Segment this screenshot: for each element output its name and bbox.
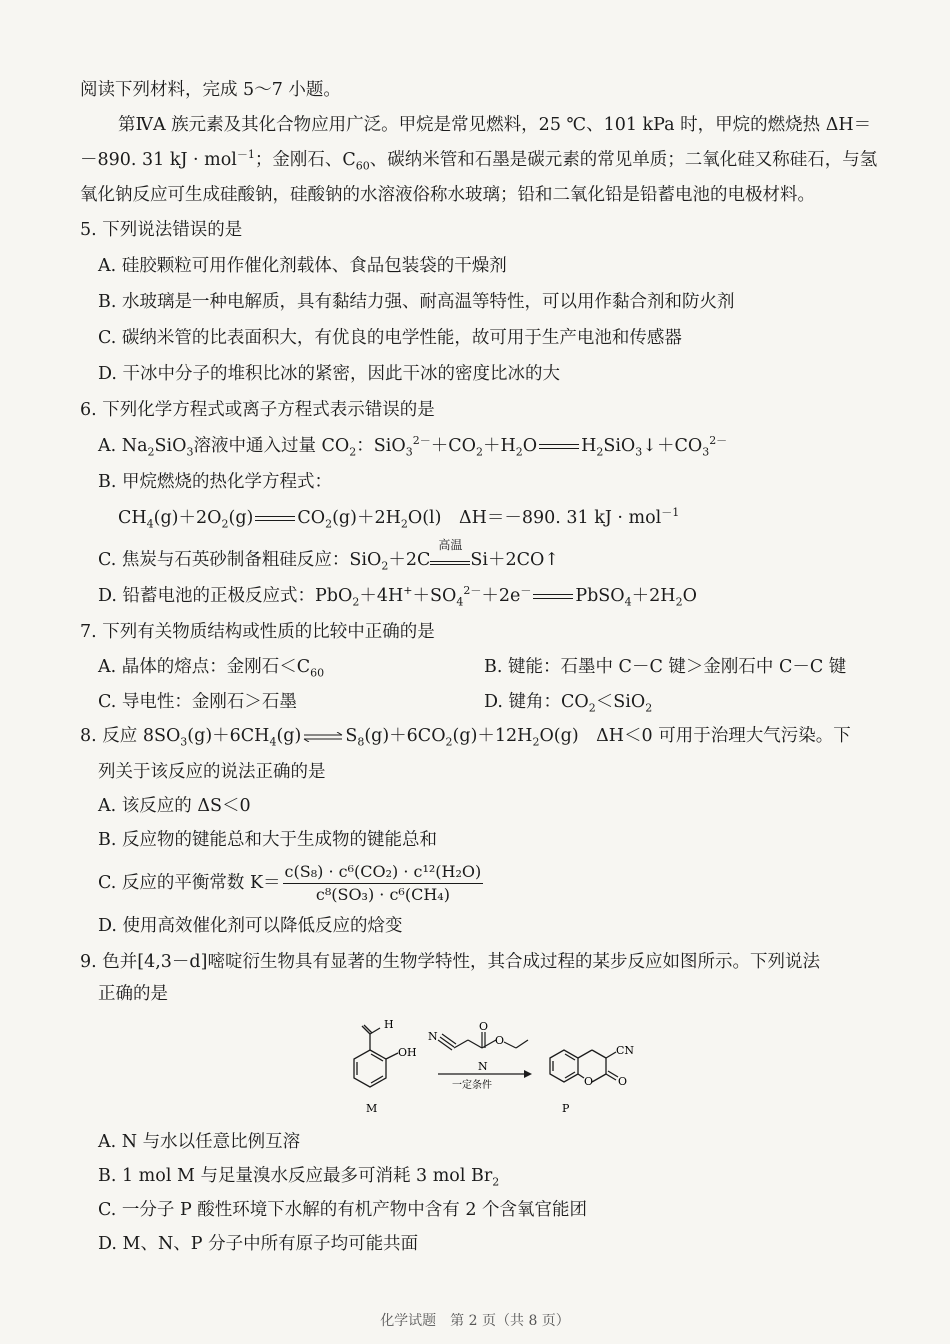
label-n: N [478,1060,488,1073]
reaction-scheme [340,1012,640,1120]
q6-option-a: A. $Na_2SiO_3$溶液中通入过量 $CO_2$：$SiO_3^{2-}+CO_2+H_2O$ $H_2SiO_3↓+CO_3^{2-}$ [98,434,728,459]
q8-stem-line-1: 8. 反应 $8SO_3(g)+6CH_4(g)$ $S_8(g)+6CO_2(g)+12H_2O(g)$ ΔH＜0 可用于治理大气污染。下 [80,726,851,749]
q7-option-c: C. 导电性：金刚石＞石墨 [98,692,297,712]
label-ester-o: O [495,1034,505,1047]
q9-option-c: C. 一分子 P 酸性环境下水解的有机产物中含有 2 个含氧官能团 [98,1200,588,1220]
q5-option-b: B. 水玻璃是一种电解质，具有黏结力强、耐高温等特性，可以用作黏合剂和防火剂 [98,292,735,312]
label-carbonyl-o: O [479,1020,489,1033]
molecule-m-structure [354,1025,398,1087]
q9-stem-line-2: 正确的是 [98,984,168,1004]
label-lactone-o: O [618,1075,628,1088]
q6-option-b: B. 甲烷燃烧的热化学方程式： [98,472,332,492]
q8-option-a: A. 该反应的 ΔS＜0 [98,796,251,816]
q9-option-d: D. M、N、P 分子中所有原子均可能共面 [98,1234,419,1254]
q8-option-b: B. 反应物的键能总和大于生成物的键能总和 [98,830,437,850]
q5-option-d: D. 干冰中分子的堆积比冰的紧密，因此干冰的密度比冰的大 [98,364,561,384]
q9-stem-line-1: 9. 色并[4,3－d]嘧啶衍生物具有显著的生物学特性，其合成过程的某步反应如图所示。下列说法 [80,952,820,972]
q5-option-a: A. 硅胶颗粒可用作催化剂载体、食品包装袋的干燥剂 [98,256,507,276]
label-ring-o: O [584,1075,594,1088]
label-condition: 一定条件 [452,1080,492,1091]
label-m: M [366,1102,378,1115]
q6-option-d: D. 铅蓄电池的正极反应式：$PbO_2+4H^++SO_4^{2-}+2e^-$ $PbSO_4+2H_2O$ [98,584,697,609]
q6-option-c: C. 焦炭与石英砂制备粗硅反应：SiO$_2$＋2C 高温 Si＋2CO↑ [98,538,559,573]
material-line-3: 氧化钠反应可生成硅酸钠，硅酸钠的水溶液俗称水玻璃；铅和二氧化铅是铅蓄电池的电极材料。 [80,185,815,205]
label-h: H [384,1018,394,1031]
q9-option-b: B. 1 mol M 与足量溴水反应最多可消耗 3 mol $Br_2$ [98,1166,500,1189]
q5-option-c: C. 碳纳米管的比表面积大，有优良的电学性能，故可用于生产电池和传感器 [98,328,682,348]
label-cn: CN [616,1044,635,1057]
label-nitrile-n: N [428,1030,438,1043]
q6-option-b-equation: $CH_4(g)+2O_2(g)$ $CO_2(g)+2H_2O(l)$ ΔH＝－890. 31 kJ · mol$^{-1}$ [118,506,680,531]
label-p: P [562,1102,570,1115]
molecule-n-structure [438,1032,528,1050]
q5-stem: 5. 下列说法错误的是 [80,220,243,240]
section-intro: 阅读下列材料，完成 5～7 小题。 [80,80,341,100]
reaction-arrowhead [524,1070,532,1078]
q8-stem-line-2: 列关于该反应的说法正确的是 [98,762,326,782]
q6-stem: 6. 下列化学方程式或离子方程式表示错误的是 [80,400,435,420]
q9-option-a: A. N 与水以任意比例互溶 [98,1132,301,1152]
q7-option-b: B. 键能：石墨中 C－C 键＞金刚石中 C－C 键 [484,657,847,677]
equilibrium-constant-fraction: $\frac{\text{c(S₈) · c⁶(CO₂) · c¹²(H₂O)}}{\text{c⁸(SO₃) · c⁶(CH₄)}}$ [284,862,482,904]
material-line-1: 第ⅣA 族元素及其化合物应用广泛。甲烷是常见燃料，25 ℃、101 kPa 时，甲烷的燃烧热 ΔH＝ [118,115,872,135]
q8-option-c: C. 反应的平衡常数 K＝ $\frac{\text{c(S₈) · c⁶(CO₂) · c¹²(H₂O)}}{\text{c⁸(SO₃) · c⁶(CH₄)}}$ [98,862,482,904]
q8-option-d: D. 使用高效催化剂可以降低反应的焓变 [98,916,403,936]
page-footer: 化学试题 第 2 页（共 8 页） [380,1313,570,1329]
q7-stem: 7. 下列有关物质结构或性质的比较中正确的是 [80,622,435,642]
material-line-2: －890. 31 kJ · mol$^{-1}$；金刚石、$C_{60}$、碳纳米管和石墨是碳元素的常见单质；二氧化硅又称硅石，与氢 [80,148,878,173]
q7-option-a: A. 晶体的熔点：金刚石$<C_{60}$ [98,657,325,680]
q7-option-d: D. 键角：$CO_2<SiO_2$ [484,692,653,715]
label-oh: OH [398,1046,417,1059]
